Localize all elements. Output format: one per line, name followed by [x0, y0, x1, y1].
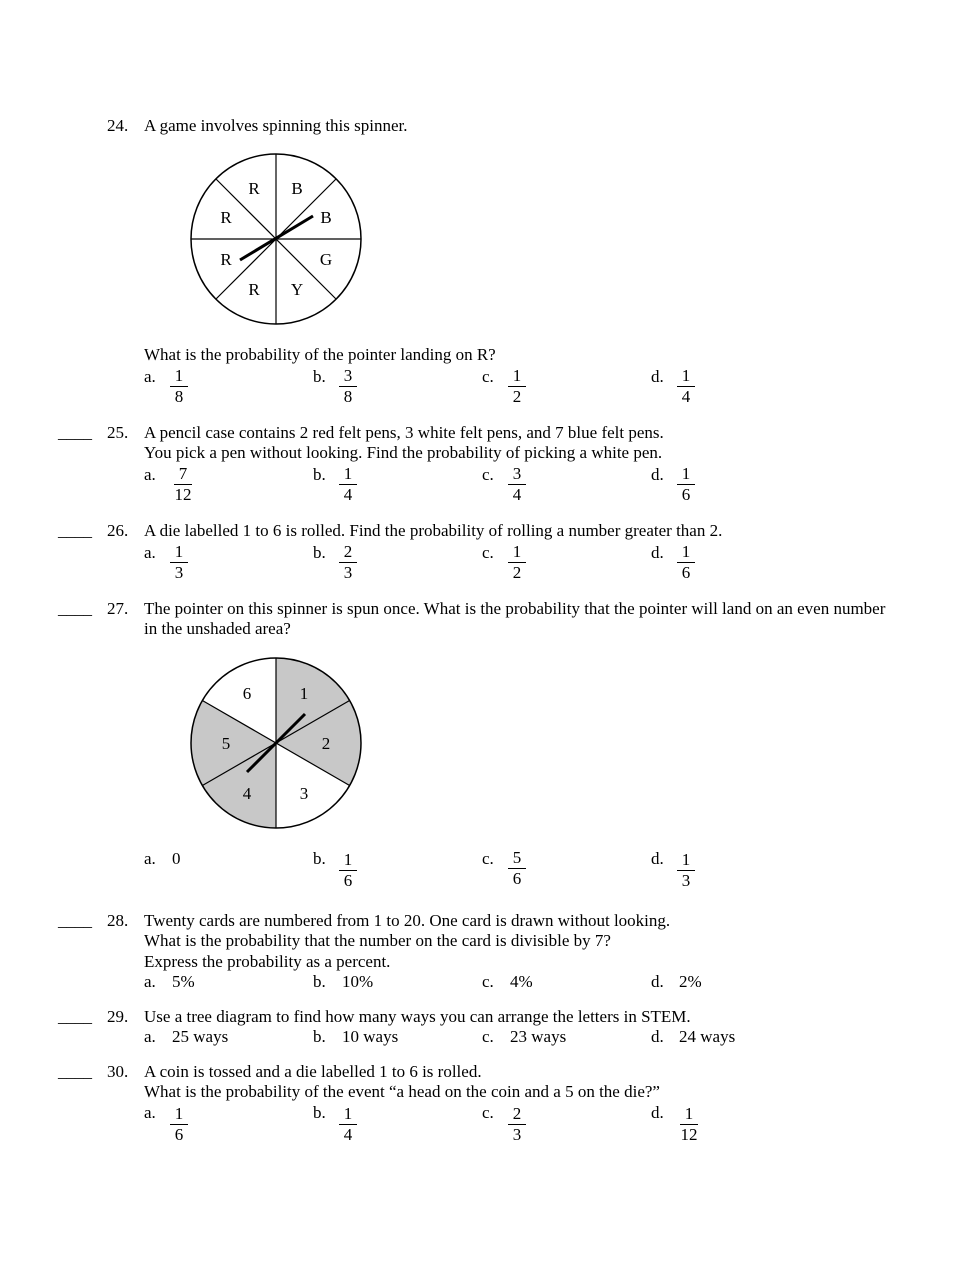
option-letter[interactable]: b.: [313, 972, 326, 991]
option-fraction[interactable]: 2 3: [506, 1105, 528, 1144]
option-text[interactable]: 2%: [679, 972, 702, 991]
option-text[interactable]: 0: [172, 849, 181, 868]
question-text: A pencil case contains 2 red felt pens, 3 white felt pens, and 7 blue felt pens.: [144, 423, 664, 442]
option-fraction[interactable]: 1 3: [675, 851, 697, 890]
option-letter[interactable]: b.: [313, 543, 326, 562]
option-letter[interactable]: a.: [144, 1027, 156, 1046]
option-letter[interactable]: b.: [313, 465, 326, 484]
question-text: What is the probability that the number on the card is divisible by 7?: [144, 931, 611, 950]
sector-label: R: [220, 250, 232, 269]
question-text: Twenty cards are numbered from 1 to 20. One card is drawn without looking.: [144, 911, 671, 930]
sector-label: 6: [242, 684, 252, 703]
option-fraction[interactable]: 7 12: [174, 464, 192, 504]
option-fraction[interactable]: 1 6: [675, 465, 697, 504]
option-text[interactable]: 5%: [172, 972, 195, 991]
question-text: in the unshaded area?: [144, 619, 291, 638]
sector-label: R: [248, 179, 260, 198]
sector-label: 4: [242, 784, 252, 803]
option-text[interactable]: 10 ways: [342, 1027, 399, 1046]
option-letter[interactable]: c.: [482, 543, 494, 562]
option-fraction[interactable]: 1 12: [680, 1104, 698, 1144]
answer-blank[interactable]: ____: [58, 599, 92, 618]
option-letter[interactable]: a.: [144, 465, 156, 484]
option-letter[interactable]: d.: [651, 367, 664, 386]
sector-label: 1: [299, 684, 309, 703]
option-letter[interactable]: b.: [313, 367, 326, 386]
question-text: You pick a pen without looking. Find the probability of picking a white pen.: [144, 443, 663, 462]
question-number: 28.: [107, 911, 129, 930]
question-number: 24.: [107, 116, 129, 135]
spinner-figure-letters: [189, 152, 363, 326]
answer-blank[interactable]: ____: [58, 1007, 92, 1026]
option-letter[interactable]: c.: [482, 1103, 494, 1122]
sector-label: 3: [299, 784, 309, 803]
sector-label: 5: [221, 734, 231, 753]
sector-label: 2: [321, 734, 331, 753]
question-number: 25.: [107, 423, 129, 442]
option-letter[interactable]: b.: [313, 1103, 326, 1122]
sector-label: R: [220, 208, 232, 227]
question-text: What is the probability of the pointer landing on R?: [144, 345, 496, 364]
option-fraction[interactable]: 1 6: [675, 543, 697, 582]
answer-blank[interactable]: ____: [58, 521, 92, 540]
option-letter[interactable]: d.: [651, 465, 664, 484]
option-fraction[interactable]: 1 6: [168, 1105, 190, 1144]
question-number: 30.: [107, 1062, 129, 1081]
option-letter[interactable]: c.: [482, 972, 494, 991]
option-fraction[interactable]: 5 6: [506, 849, 528, 888]
option-text[interactable]: 24 ways: [679, 1027, 736, 1046]
option-fraction[interactable]: 3 8: [337, 367, 359, 406]
question-text: A coin is tossed and a die labelled 1 to 6 is rolled.: [144, 1062, 482, 1081]
option-letter[interactable]: d.: [651, 1103, 664, 1122]
option-fraction[interactable]: 1 2: [506, 367, 528, 406]
option-letter[interactable]: b.: [313, 1027, 326, 1046]
option-fraction[interactable]: 1 4: [675, 367, 697, 406]
option-fraction[interactable]: 1 3: [168, 543, 190, 582]
option-letter[interactable]: b.: [313, 849, 326, 868]
answer-blank[interactable]: ____: [58, 911, 92, 930]
question-number: 29.: [107, 1007, 129, 1026]
question-text: What is the probability of the event “a head on the coin and a 5 on the die?”: [144, 1082, 660, 1101]
question-text: A die labelled 1 to 6 is rolled. Find the probability of rolling a number greater than 2.: [144, 521, 723, 540]
answer-blank[interactable]: ____: [58, 423, 92, 442]
option-fraction[interactable]: 2 3: [337, 543, 359, 582]
option-letter[interactable]: c.: [482, 367, 494, 386]
option-fraction[interactable]: 1 4: [337, 1105, 359, 1144]
option-letter[interactable]: a.: [144, 543, 156, 562]
spinner-figure-numbers: [189, 656, 363, 830]
sector-label: G: [319, 250, 333, 269]
option-fraction[interactable]: 1 2: [506, 543, 528, 582]
question-text: Use a tree diagram to find how many ways you can arrange the letters in STEM.: [144, 1007, 691, 1026]
sector-label: R: [248, 280, 260, 299]
option-letter[interactable]: d.: [651, 1027, 664, 1046]
answer-blank[interactable]: ____: [58, 1062, 92, 1081]
question-number: 26.: [107, 521, 129, 540]
option-fraction[interactable]: 1 8: [168, 367, 190, 406]
option-letter[interactable]: d.: [651, 972, 664, 991]
option-letter[interactable]: a.: [144, 1103, 156, 1122]
option-letter[interactable]: c.: [482, 1027, 494, 1046]
sector-label: Y: [290, 280, 304, 299]
option-letter[interactable]: c.: [482, 465, 494, 484]
sector-label: B: [291, 179, 303, 198]
question-text: A game involves spinning this spinner.: [144, 116, 408, 135]
question-text: Express the probability as a percent.: [144, 952, 391, 971]
option-letter[interactable]: a.: [144, 972, 156, 991]
option-fraction[interactable]: 1 4: [337, 465, 359, 504]
option-letter[interactable]: d.: [651, 849, 664, 868]
option-text[interactable]: 25 ways: [172, 1027, 229, 1046]
option-text[interactable]: 4%: [510, 972, 533, 991]
option-text[interactable]: 23 ways: [510, 1027, 567, 1046]
question-number: 27.: [107, 599, 129, 618]
option-fraction[interactable]: 1 6: [337, 851, 359, 890]
sector-label: B: [320, 208, 332, 227]
option-letter[interactable]: a.: [144, 849, 156, 868]
option-text[interactable]: 10%: [342, 972, 374, 991]
option-letter[interactable]: c.: [482, 849, 494, 868]
option-letter[interactable]: d.: [651, 543, 664, 562]
option-fraction[interactable]: 3 4: [506, 465, 528, 504]
option-letter[interactable]: a.: [144, 367, 156, 386]
question-text: The pointer on this spinner is spun once. What is the probability that the pointer will land on an even number: [144, 599, 886, 618]
